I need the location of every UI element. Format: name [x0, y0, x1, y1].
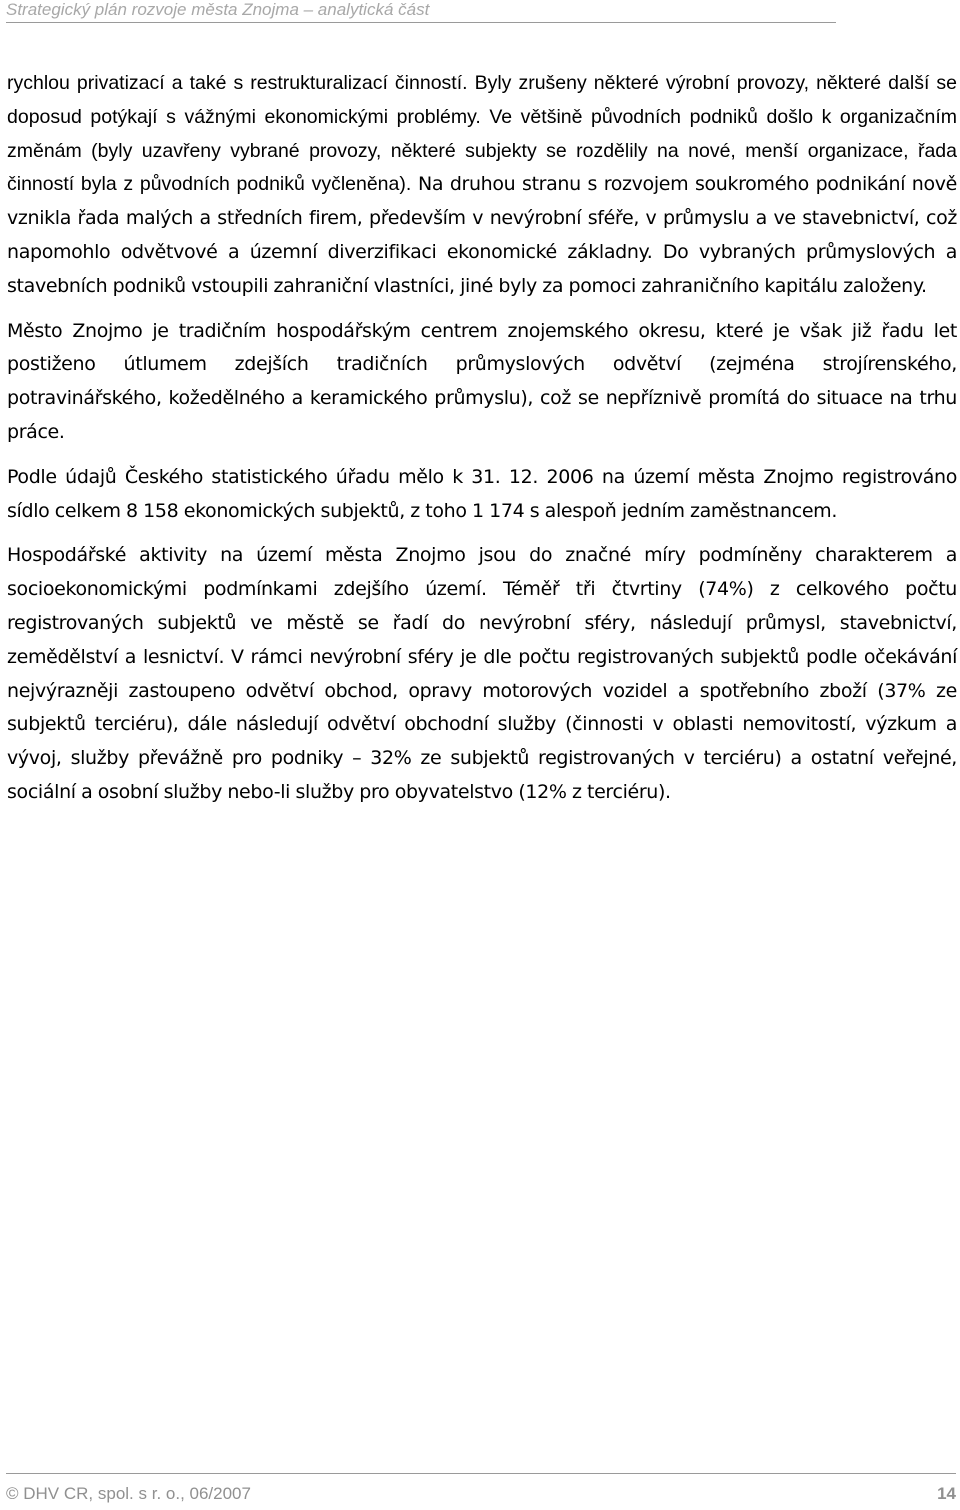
- footer-copyright: © DHV CR, spol. s r. o., 06/2007: [6, 1484, 251, 1503]
- paragraph-statistics: Podle údajů Českého statistického úřadu mělo k 31. 12. 2006 na území města Znojmo registrováno sídlo celkem 8 158 ekonomických subjektů, z toho 1 174 s alespoň jedním zaměstnancem.: [7, 465, 957, 522]
- paragraph-privatization: [7, 67, 957, 304]
- paragraph-economic-activities: Hospodářské aktivity na území města Znojmo jsou do značné míry podmíněny charakterem a socioekonomickými podmínkami zdejšího území. Téměř tři čtvrtiny (74%) z celkového počtu registrovaných subjektů ve městě se řadí do nevýrobní sféry, následují průmysl, stavebnictví, zemědělství a lesnictví. V rámci nevýrobní sféry je dle počtu registrovaných subjektů podle očekávání nejvýrazněji zastoupeno odvětví obchod, opravy motorových vozidel a spotřebního zboží (37% ze subjektů terciéru), dále následují odvětví obchodní služby (činnosti v oblasti nemovitostí, výzkum a vývoj, služby převážně pro podniky – 32% ze subjektů registrovaných v terciéru) a ostatní veřejné, sociální a osobní služby nebo-li služby pro obyvatelstvo (12% z terciéru).: [7, 544, 957, 803]
- document-body: [7, 67, 957, 810]
- page-number: 14: [937, 1484, 956, 1503]
- page-footer: [6, 1473, 956, 1510]
- paragraph-text: Na druhou stranu s rozvojem soukromého podnikání nově vznikla řada malých a středních firem, především v nevýrobní sféře, v průmyslu a ve stavebnictví, což napomohlo odvětvové a územní diverzifikaci ekonomické základny. Do vybraných průmyslových a stavebních podniků vstoupili zahraniční vlastníci, jiné byly za pomoci zahraničního kapitálu založeny.: [7, 173, 958, 297]
- document-title: Strategický plán rozvoje města Znojma – analytická část: [6, 0, 430, 19]
- paragraph-lead-text: rychlou privatizací a také s restrukturalizací činností. Byly zrušeny některé výrobní provozy, některé další se doposud potýkají s vážnými ekonomickými problémy. Ve většině původních podniků došlo k organizačním změnám (byly uzavřeny vybrané provozy, některé subjekty se rozdělily na nové, menší organizace, řada činností byla z původních podniků vyčleněna).: [7, 72, 957, 196]
- running-header: [6, 0, 836, 23]
- paragraph-economic-center: Město Znojmo je tradičním hospodářským centrem znojemského okresu, které je však již řadu let postiženo útlumem zdejších tradičních průmyslových odvětví (zejména strojírenského, potravinářského, kožedělného a keramického průmyslu), což se nepříznivě promítá do situace na trhu práce.: [7, 319, 957, 443]
